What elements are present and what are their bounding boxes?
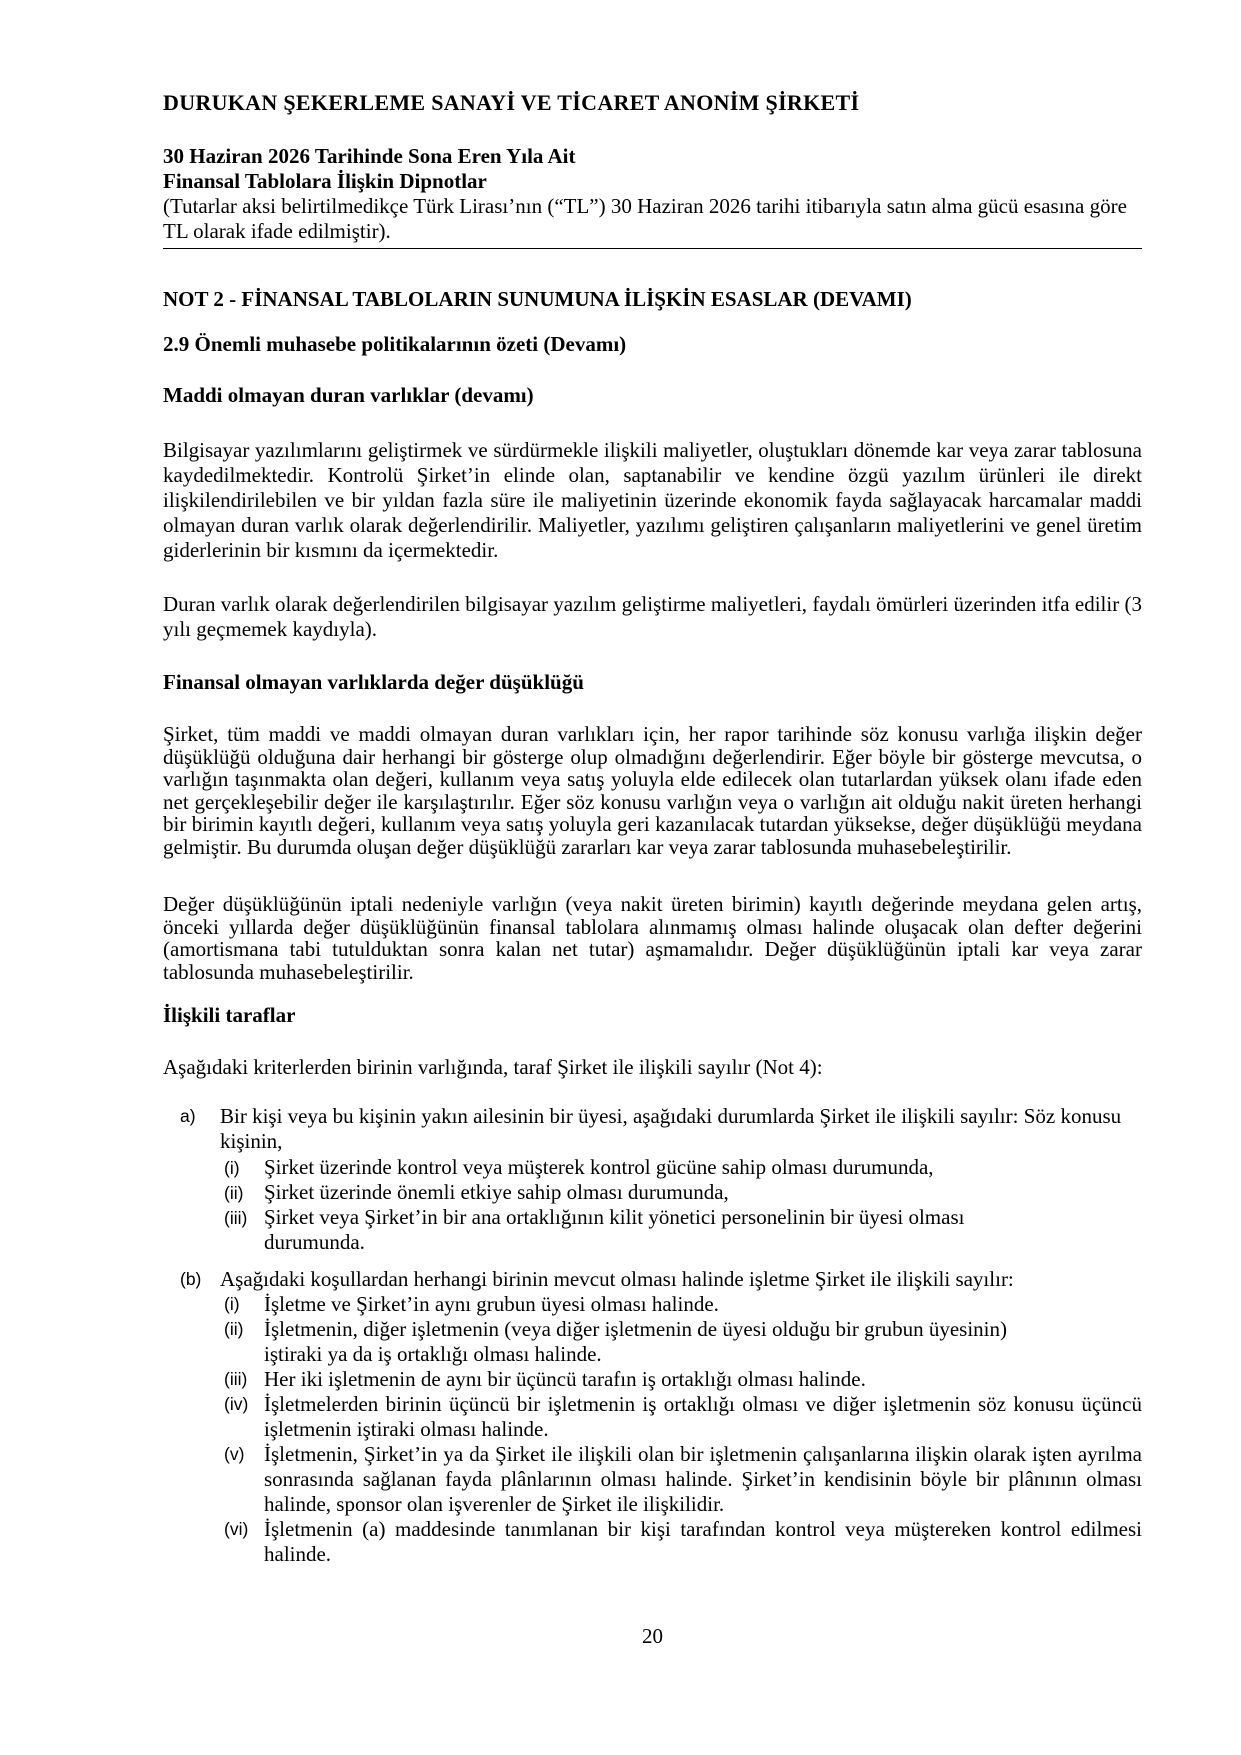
report-subtitle: Finansal Tablolara İlişkin Dipnotlar xyxy=(163,169,487,193)
list-marker: (ii) xyxy=(224,1183,244,1203)
list-item: Şirket üzerinde önemli etkiye sahip olması durumunda, xyxy=(264,1180,729,1204)
list-item-a: Bir kişi veya bu kişinin yakın ailesinin bir üyesi, aşağıdaki durumlarda Şirket ile ilişkili sayılır: Söz konusu kişinin, xyxy=(220,1104,1122,1153)
list-marker: (vi) xyxy=(224,1519,249,1539)
related-parties-intro: Aşağıdaki kriterlerden birinin varlığında, taraf Şirket ile ilişkili sayılır (Not 4): xyxy=(163,1055,823,1079)
list-item: İşletmelerden birinin üçüncü bir işletmenin iş ortaklığı olması ve diğer işletmenin söz konusu üçüncü işletmenin iştiraki olması halinde. xyxy=(264,1392,1142,1441)
heading-related-parties: İlişkili taraflar xyxy=(163,1003,296,1027)
list-item: İşletmenin, Şirket’in ya da Şirket ile ilişkili olan bir işletmenin çalışanlarına ilişkin olarak işten ayrılma sonrasında sağlanan fayda plânlarının olması halinde. Şirket’in kendisinin böyle bir plânının olması halinde, sponsor olan işverenler de Şirket ile ilişkilidir. xyxy=(264,1442,1142,1516)
subsection-title: 2.9 Önemli muhasebe politikalarının özeti (Devamı) xyxy=(163,332,627,356)
heading-impairment: Finansal olmayan varlıklarda değer düşüklüğü xyxy=(163,670,584,694)
list-marker: (v) xyxy=(224,1444,245,1464)
list-marker: (ii) xyxy=(224,1319,244,1339)
section-title: NOT 2 - FİNANSAL TABLOLARIN SUNUMUNA İLİŞKİN ESASLAR (DEVAMI) xyxy=(163,287,912,311)
list-marker: (iii) xyxy=(224,1208,248,1228)
list-item: Şirket üzerinde kontrol veya müşterek kontrol gücüne sahip olması durumunda, xyxy=(264,1155,934,1179)
currency-note: (Tutarlar aksi belirtilmedikçe Türk Lirası’nın (“TL”) 30 Haziran 2026 tarihi itibarıyla satın alma gücü esasına göre TL olarak ifade edilmiştir). xyxy=(163,194,1127,243)
list-item: Şirket veya Şirket’in bir ana ortaklığının kilit yönetici personelinin bir üyesi olması durumunda. xyxy=(264,1205,965,1254)
page-number: 20 xyxy=(642,1624,663,1648)
list-marker: (iii) xyxy=(224,1369,248,1389)
list-marker: (i) xyxy=(224,1294,240,1314)
list-item: Her iki işletmenin de aynı bir üçüncü tarafın iş ortaklığı olması halinde. xyxy=(264,1367,866,1391)
paragraph-intangibles-1: Bilgisayar yazılımlarını geliştirmek ve sürdürmekle ilişkili maliyetler, oluştukları dönemde kar veya zarar tablosuna kaydedilmektedir. Kontrolü Şirket’in elinde olan, saptanabilir ve kendine özgü yazılım ürünleri ile direkt ilişkilendirilebilen ve bir yıldan fazla süre ile maliyetinin üzerinde ekonomik fayda sağlayacak harcamalar maddi olmayan duran varlık olarak değerlendirilir. Maliyetler, yazılımı geliştiren çalışanların maliyetlerini ve genel üretim giderlerinin bir kısmını da içermektedir. xyxy=(163,438,1142,562)
heading-intangibles: Maddi olmayan duran varlıklar (devamı) xyxy=(163,383,534,407)
paragraph-impairment-1: Şirket, tüm maddi ve maddi olmayan duran varlıkları için, her rapor tarihinde söz konusu varlığa ilişkin değer düşüklüğü olduğuna dair herhangi bir gösterge olup olmadığını değerlendirir. Eğer böyle bir gösterge mevcutsa, o varlığın taşınmakta olan değeri, kullanım veya satış yoluyla elde edilecek olan tutarlardan yüksek olanı ifade eden net gerçekleşebilir değer ile karşılaştırılır. Eğer söz konusu varlığın veya o varlığın ait olduğu nakit üreten herhangi bir birimin kayıtlı değeri, kullanım veya satış yoluyla geri kazanılacak tutardan yüksekse, değer düşüklüğü meydana gelmiştir. Bu durumda oluşan değer düşüklüğü zararları kar veya zarar tablosunda muhasebeleştirilir. xyxy=(163,722,1142,859)
list-marker: (iv) xyxy=(224,1394,249,1414)
report-period: 30 Haziran 2026 Tarihinde Sona Eren Yıla Ait xyxy=(163,144,576,168)
list-item: İşletme ve Şirket’in aynı grubun üyesi olması halinde. xyxy=(264,1292,719,1316)
paragraph-impairment-2: Değer düşüklüğünün iptali nedeniyle varlığın (veya nakit üreten birimin) kayıtlı değerinde meydana gelen artış, önceki yıllarda değer düşüklüğünün finansal tablolara alınmamış olması halinde oluşacak olan defter değerini (amortismana tabi tutulduktan sonra kalan net tutar) aşmamalıdır. Değer düşüklüğünün iptali kar veya zarar tablosunda muhasebeleştirilir. xyxy=(163,892,1142,984)
list-marker: (i) xyxy=(224,1158,240,1178)
company-name: DURUKAN ŞEKERLEME SANAYİ VE TİCARET ANONİM ŞİRKETİ xyxy=(163,90,860,115)
list-item: İşletmenin, diğer işletmenin (veya diğer işletmenin de üyesi olduğu bir grubun üyesinin) iştiraki ya da iş ortaklığı olması halinde. xyxy=(264,1317,1008,1366)
list-item: İşletmenin (a) maddesinde tanımlanan bir kişi tarafından kontrol veya müştereken kontrol edilmesi halinde. xyxy=(264,1517,1142,1566)
header-rule xyxy=(163,248,1142,249)
list-item-b: Aşağıdaki koşullardan herhangi birinin mevcut olması halinde işletme Şirket ile ilişkili sayılır: xyxy=(220,1267,1014,1291)
list-marker-b: (b) xyxy=(180,1269,202,1289)
paragraph-intangibles-2: Duran varlık olarak değerlendirilen bilgisayar yazılım geliştirme maliyetleri, faydalı ömürleri üzerinden itfa edilir (3 yılı geçmemek kaydıyla). xyxy=(163,592,1142,641)
list-marker-a: a) xyxy=(180,1106,196,1126)
